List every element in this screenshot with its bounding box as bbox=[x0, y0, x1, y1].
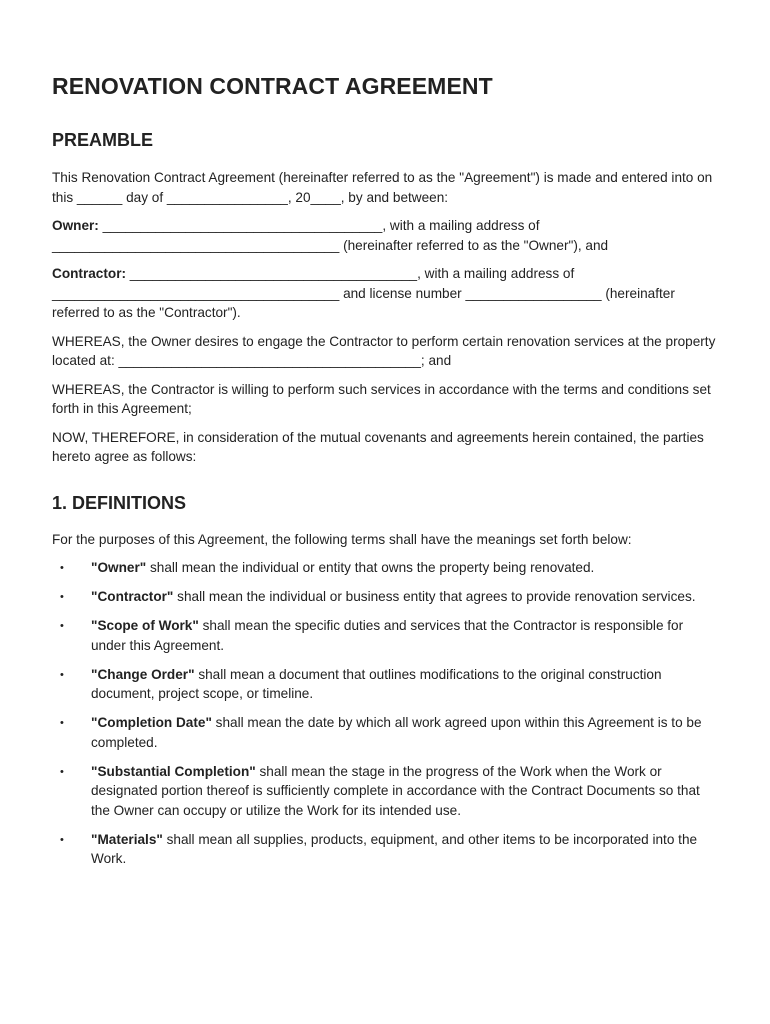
definition-term: "Owner" bbox=[91, 560, 147, 575]
definition-term: "Completion Date" bbox=[91, 715, 212, 730]
contractor-paragraph bbox=[52, 264, 718, 323]
definition-item-materials bbox=[52, 830, 718, 869]
contractor-label: Contractor: bbox=[52, 266, 127, 281]
definition-text: shall mean a document that outlines modifications to the original construction document, project scope, or timeline. bbox=[91, 666, 662, 701]
definition-term: "Materials" bbox=[91, 831, 163, 847]
definition-term: "Change Order" bbox=[91, 666, 195, 682]
bullet-icon: • bbox=[60, 668, 64, 681]
now-therefore-paragraph: NOW, THEREFORE, in consideration of the mutual covenants and agreements herein contained, the parties hereto agree as follows: bbox=[52, 429, 704, 464]
owner-text: _____________________________________, with a mailing address of ______________________________________ (hereinafter referred to as the "Owner"), and bbox=[52, 218, 609, 253]
definition-text: shall mean the stage in the progress of the Work when the Work or designated portion thereof is sufficiently complete in accordance with the Contract Documents so that the Owner can occupy or utilize the Work for its intended use. bbox=[91, 763, 700, 818]
definition-term: "Scope of Work" bbox=[91, 618, 199, 633]
preamble-intro: This Renovation Contract Agreement (hereinafter referred to as the "Agreement") is made and entered into on this ______ day of ________________, 20____, by and between: bbox=[52, 170, 713, 205]
definitions-list bbox=[52, 558, 718, 869]
definition-text: shall mean the date by which all work agreed upon within this Agreement is to be completed. bbox=[91, 715, 702, 750]
owner-paragraph bbox=[52, 216, 718, 255]
owner-label: Owner: bbox=[52, 218, 99, 233]
contractor-text: ______________________________________, with a mailing address of ______________________________________ and license number __________________ (hereinafter referred to as the "Contractor"). bbox=[52, 266, 675, 320]
bullet-icon: • bbox=[60, 833, 64, 846]
bullet-icon: • bbox=[60, 562, 64, 574]
definition-item-scope-of-work bbox=[52, 616, 718, 655]
definitions-intro: For the purposes of this Agreement, the following terms shall have the meanings set forth below: bbox=[52, 531, 632, 547]
bullet-icon: • bbox=[60, 591, 64, 603]
definition-item-contractor bbox=[52, 587, 718, 607]
definitions-heading: 1. DEFINITIONS bbox=[52, 492, 187, 513]
whereas-owner-paragraph: WHEREAS, the Owner desires to engage the Contractor to perform certain renovation services at the property located at: ________________________________________; and bbox=[52, 333, 716, 368]
definition-text: shall mean the individual or business entity that agrees to provide renovation services. bbox=[173, 589, 696, 604]
definition-text: shall mean the specific duties and services that the Contractor is responsible for under this Agreement. bbox=[91, 618, 684, 653]
definition-item-completion-date bbox=[52, 713, 718, 752]
definition-term: "Substantial Completion" bbox=[91, 763, 256, 779]
definition-item-substantial-completion bbox=[52, 762, 718, 821]
document-title: RENOVATION CONTRACT AGREEMENT bbox=[52, 73, 493, 99]
bullet-icon: • bbox=[60, 765, 64, 778]
whereas-contractor-paragraph: WHEREAS, the Contractor is willing to perform such services in accordance with the terms and conditions set forth in this Agreement; bbox=[52, 381, 711, 416]
definition-text: shall mean the individual or entity that owns the property being renovated. bbox=[146, 560, 595, 575]
bullet-icon: • bbox=[60, 717, 64, 729]
definition-item-owner bbox=[52, 558, 718, 578]
definition-item-change-order bbox=[52, 665, 718, 704]
bullet-icon: • bbox=[60, 620, 64, 632]
preamble-heading: PREAMBLE bbox=[52, 130, 154, 150]
definition-text: shall mean all supplies, products, equipment, and other items to be incorporated into the Work. bbox=[91, 831, 698, 866]
definition-term: "Contractor" bbox=[91, 589, 174, 604]
